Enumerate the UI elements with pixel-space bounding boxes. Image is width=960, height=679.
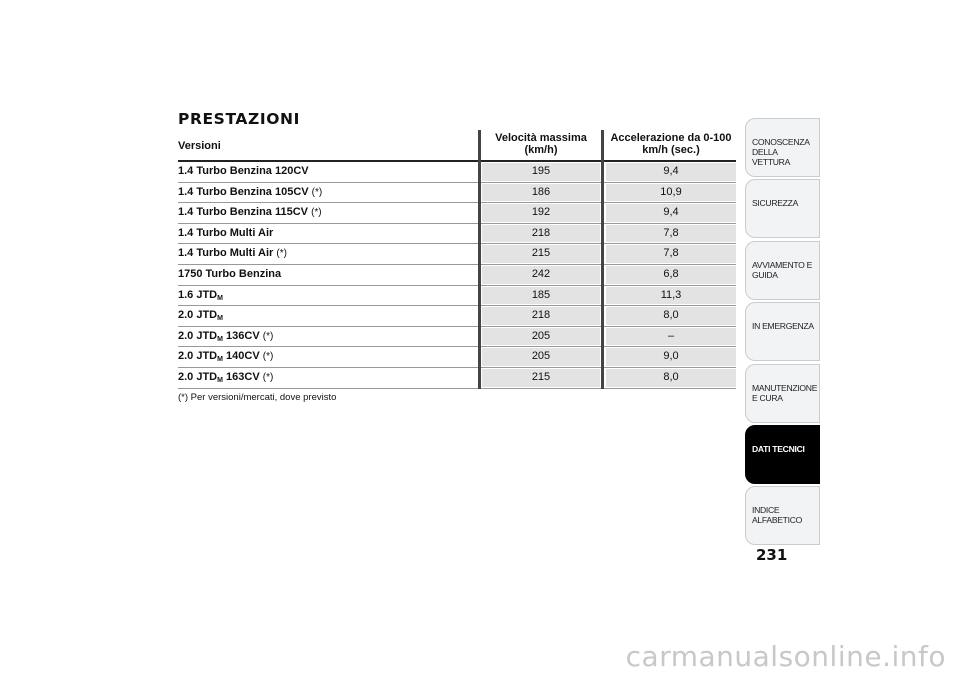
version-name: 1.6 JTD <box>178 288 218 301</box>
version-cell <box>178 371 273 384</box>
acceleration-cell: 7,8 <box>606 245 736 263</box>
header-acceleration: Accelerazione da 0-100 km/h (sec.) <box>610 132 732 156</box>
page-title: PRESTAZIONI <box>178 110 300 128</box>
version-name: 1.4 Turbo Multi Air <box>178 247 274 260</box>
version-name: 1.4 Turbo Benzina 115CV <box>178 206 309 219</box>
tab-label: AVVIAMENTO E GUIDA <box>752 259 813 280</box>
performance-table <box>178 130 736 403</box>
max-speed-cell: 185 <box>482 287 600 305</box>
table-row <box>178 203 736 224</box>
version-cell <box>178 350 273 363</box>
tab-label: IN EMERGENZA <box>752 321 814 332</box>
table-row <box>178 306 736 327</box>
acceleration-cell: 8,0 <box>606 369 736 387</box>
max-speed-cell: 215 <box>482 369 600 387</box>
column-divider <box>478 130 481 389</box>
version-subscript: M <box>217 294 223 302</box>
header-version: Versioni <box>178 140 221 152</box>
acceleration-cell: 9,4 <box>606 163 736 181</box>
version-name: 2.0 JTD <box>178 350 218 363</box>
max-speed-cell: 242 <box>482 266 600 284</box>
tab-manutenzione-e-cura[interactable] <box>745 364 820 423</box>
section-tabs <box>745 118 820 548</box>
version-name: 2.0 JTD <box>178 329 218 342</box>
max-speed-cell: 195 <box>482 163 600 181</box>
tab-in-emergenza[interactable] <box>745 302 820 361</box>
table-row <box>178 162 736 183</box>
footnote-marker: (*) <box>311 186 323 198</box>
acceleration-cell: 7,8 <box>606 225 736 243</box>
version-subscript: M <box>217 335 223 343</box>
tab-conoscenza-della-vettura[interactable] <box>745 118 820 177</box>
acceleration-cell: 10,9 <box>606 184 736 202</box>
tab-label: MANUTENZIONE E CURA <box>752 382 818 403</box>
max-speed-cell: 192 <box>482 204 600 222</box>
version-cell <box>178 330 273 343</box>
table-row <box>178 244 736 265</box>
footnote-marker: (*) <box>262 330 274 342</box>
tab-indice-alfabetico[interactable] <box>745 486 820 545</box>
tab-dati-tecnici[interactable] <box>745 425 820 484</box>
acceleration-cell: 9,4 <box>606 204 736 222</box>
version-cell <box>178 309 223 322</box>
watermark: carmanualsonline.info <box>625 640 946 673</box>
acceleration-cell: 6,8 <box>606 266 736 284</box>
max-speed-cell: 215 <box>482 245 600 263</box>
header-max-speed: Velocità massima (km/h) <box>495 132 587 156</box>
acceleration-cell: 8,0 <box>606 307 736 325</box>
table-row <box>178 183 736 204</box>
version-cell <box>178 165 309 177</box>
version-power: 163CV <box>226 370 260 383</box>
acceleration-cell: 11,3 <box>606 287 736 305</box>
tab-avviamento-e-guida[interactable] <box>745 241 820 300</box>
version-name: 1.4 Turbo Multi Air <box>178 226 274 239</box>
table-body <box>178 162 736 389</box>
table-row <box>178 368 736 389</box>
version-subscript: M <box>217 376 223 384</box>
table-header <box>178 130 736 162</box>
tab-label: INDICE ALFABETICO <box>752 505 803 526</box>
footnote-marker: (*) <box>262 371 274 383</box>
max-speed-cell: 205 <box>482 348 600 366</box>
max-speed-cell: 218 <box>482 225 600 243</box>
version-cell <box>178 289 223 302</box>
max-speed-cell: 218 <box>482 307 600 325</box>
version-name: 1.4 Turbo Benzina 105CV <box>178 185 309 198</box>
tab-label: DATI TECNICI <box>752 443 805 454</box>
version-subscript: M <box>217 356 223 364</box>
footnote: (*) Per versioni/mercati, dove previsto <box>178 391 337 403</box>
footnote-marker: (*) <box>311 207 322 219</box>
table-row <box>178 286 736 307</box>
max-speed-cell: 205 <box>482 328 600 346</box>
footnote-marker: (*) <box>262 351 274 363</box>
acceleration-cell: 9,0 <box>606 348 736 366</box>
version-name: 2.0 JTD <box>178 370 218 383</box>
version-cell <box>178 268 281 280</box>
footnote-marker: (*) <box>276 248 287 260</box>
tab-sicurezza[interactable] <box>745 179 820 238</box>
table-row <box>178 327 736 348</box>
column-divider <box>601 130 604 389</box>
version-name: 1750 Turbo Benzina <box>178 267 282 280</box>
tab-label: CONOSCENZA DELLA VETTURA <box>752 137 810 167</box>
table-row <box>178 265 736 286</box>
table-row <box>178 347 736 368</box>
acceleration-cell: – <box>606 328 736 346</box>
version-power: 140CV <box>226 350 260 363</box>
version-name: 2.0 JTD <box>178 309 218 322</box>
version-power: 136CV <box>226 329 260 342</box>
max-speed-cell: 186 <box>482 184 600 202</box>
version-cell <box>178 227 273 239</box>
version-cell <box>178 206 322 218</box>
version-cell <box>178 186 322 198</box>
page-number: 231 <box>756 546 788 564</box>
version-subscript: M <box>217 315 223 323</box>
table-row <box>178 224 736 245</box>
tab-label: SICUREZZA <box>752 198 799 209</box>
version-name: 1.4 Turbo Benzina 120CV <box>178 165 309 177</box>
version-cell <box>178 247 287 259</box>
